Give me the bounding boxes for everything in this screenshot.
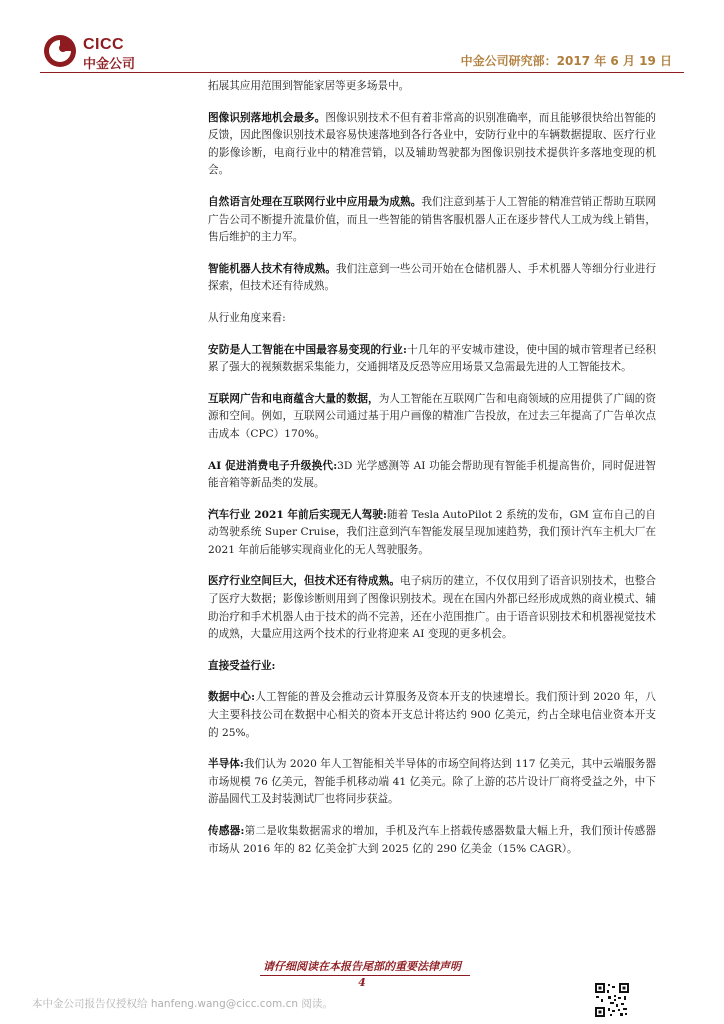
paragraph: 自然语言处理在互联网行业中应用最为成熟。我们注意到基于人工智能的精准营销正帮助互联网广告公司不断提升流量价值，而且一些智能的销售客服机器人正在逐步替代人工成为线上销售，售后维护的主力军。 bbox=[208, 195, 657, 244]
qr-code-icon bbox=[594, 982, 630, 1018]
logo-text-zh: 中金公司 bbox=[83, 57, 136, 72]
paragraph: 从行业角度来看: bbox=[208, 311, 286, 324]
paragraph: AI 促进消费电子升级换代:3D 光学感测等 AI 功能会帮助现有智能手机提高售价，同时促进智能音箱等新品类的发展。 bbox=[208, 459, 656, 490]
header-divider bbox=[40, 72, 684, 73]
paragraph: 互联网广告和电商蕴含大量的数据，为人工智能在互联网广告和电商领域的应用提供了广阔的资源和空间。例如，互联网公司通过基于用户画像的精准广告投放，在过去三年提高了广告单次点击成本（CPC）170%。 bbox=[208, 392, 657, 440]
paragraph: 拓展其应用范围到智能家居等更多场景中。 bbox=[208, 80, 410, 92]
legal-disclaimer: 请仔细阅读在本报告尾部的重要法律声明 bbox=[263, 960, 461, 973]
paragraph: 医疗行业空间巨大，但技术还有待成熟。电子病历的建立，不仅仅用到了语音识别技术，也整合了医疗大数据；影像诊断则用到了图像识别技术。现在在国内外都已经形成成熟的商业模式、辅助治疗和手术机器人由于技术的尚不完善，还在小范围推广。由于语音识别技术和机器视觉技术的成熟，大量应用这两个技术的行业将迎来 AI 变现的更多机会。 bbox=[208, 575, 656, 641]
paragraph: 汽车行业 2021 年前后实现无人驾驶:随着 Tesla AutoPilot 2 系统的发布，GM 宣布自己的自动驾驶系统 Super Cruise，我们注意到汽车智能发展呈现加速趋势，我们预计汽车主机大厂在 2021 年前后能够实现商业化的无人驾驶服务。 bbox=[208, 508, 656, 556]
section-heading: 直接受益行业: bbox=[208, 659, 276, 672]
paragraph: 图像识别落地机会最多。图像识别技术不但有着非常高的识别准确率，而且能够很快给出智能的反馈，因此图像识别技术最容易快速落地到各行各业中，安防行业中的车辆数据提取、医疗行业的影像诊断，电商行业中的精准营销，以及辅助驾驶都为图像识别技术提供许多落地变现的机会。 bbox=[208, 111, 657, 177]
license-notice: 本中金公司报告仅授权给 hanfeng.wang@cicc.com.cn 阅读。 bbox=[32, 998, 333, 1010]
paragraph: 半导体:我们认为 2020 年人工智能相关半导体的市场空间将达到 117 亿美元，其中云端服务器市场规模 76 亿美元，智能手机移动端 41 亿美元。除了上游的芯片设计厂商将受益之外，中下游晶圆代工及封装测试厂也将同步获益。 bbox=[208, 758, 656, 806]
report-date: 中金公司研究部：2017 年 6 月 19 日 bbox=[460, 54, 672, 68]
paragraph: 智能机器人技术有待成熟。我们注意到一些公司开始在仓储机器人、手术机器人等细分行业进行探索，但技术还有待成熟。 bbox=[208, 262, 657, 293]
logo-text-en: CICC bbox=[83, 36, 125, 53]
paragraph: 数据中心:人工智能的普及会推动云计算服务及资本开支的快速增长。我们预计到 2020 年，八大主要科技公司在数据中心相关的资本开支总计将达约 900 亿美元，约占全球电信业资本开支的 25%。 bbox=[208, 691, 656, 739]
paragraph: 安防是人工智能在中国最容易变现的行业:十几年的平安城市建设，使中国的城市管理者已经积累了强大的视频数据采集能力，交通拥堵及反恐等应用场景又急需最先进的人工智能技术。 bbox=[208, 343, 656, 374]
report-body bbox=[208, 78, 656, 872]
footer-divider bbox=[260, 975, 470, 976]
paragraph: 传感器:第二是收集数据需求的增加，手机及汽车上搭载传感器数量大幅上升，我们预计传感器市场从 2016 年的 82 亿美金扩大到 2025 亿的 290 亿美金（15% CAGR）。 bbox=[208, 825, 656, 855]
cicc-logo-icon bbox=[43, 34, 77, 68]
cicc-logo bbox=[43, 34, 153, 70]
page-number: 4 bbox=[358, 976, 366, 989]
